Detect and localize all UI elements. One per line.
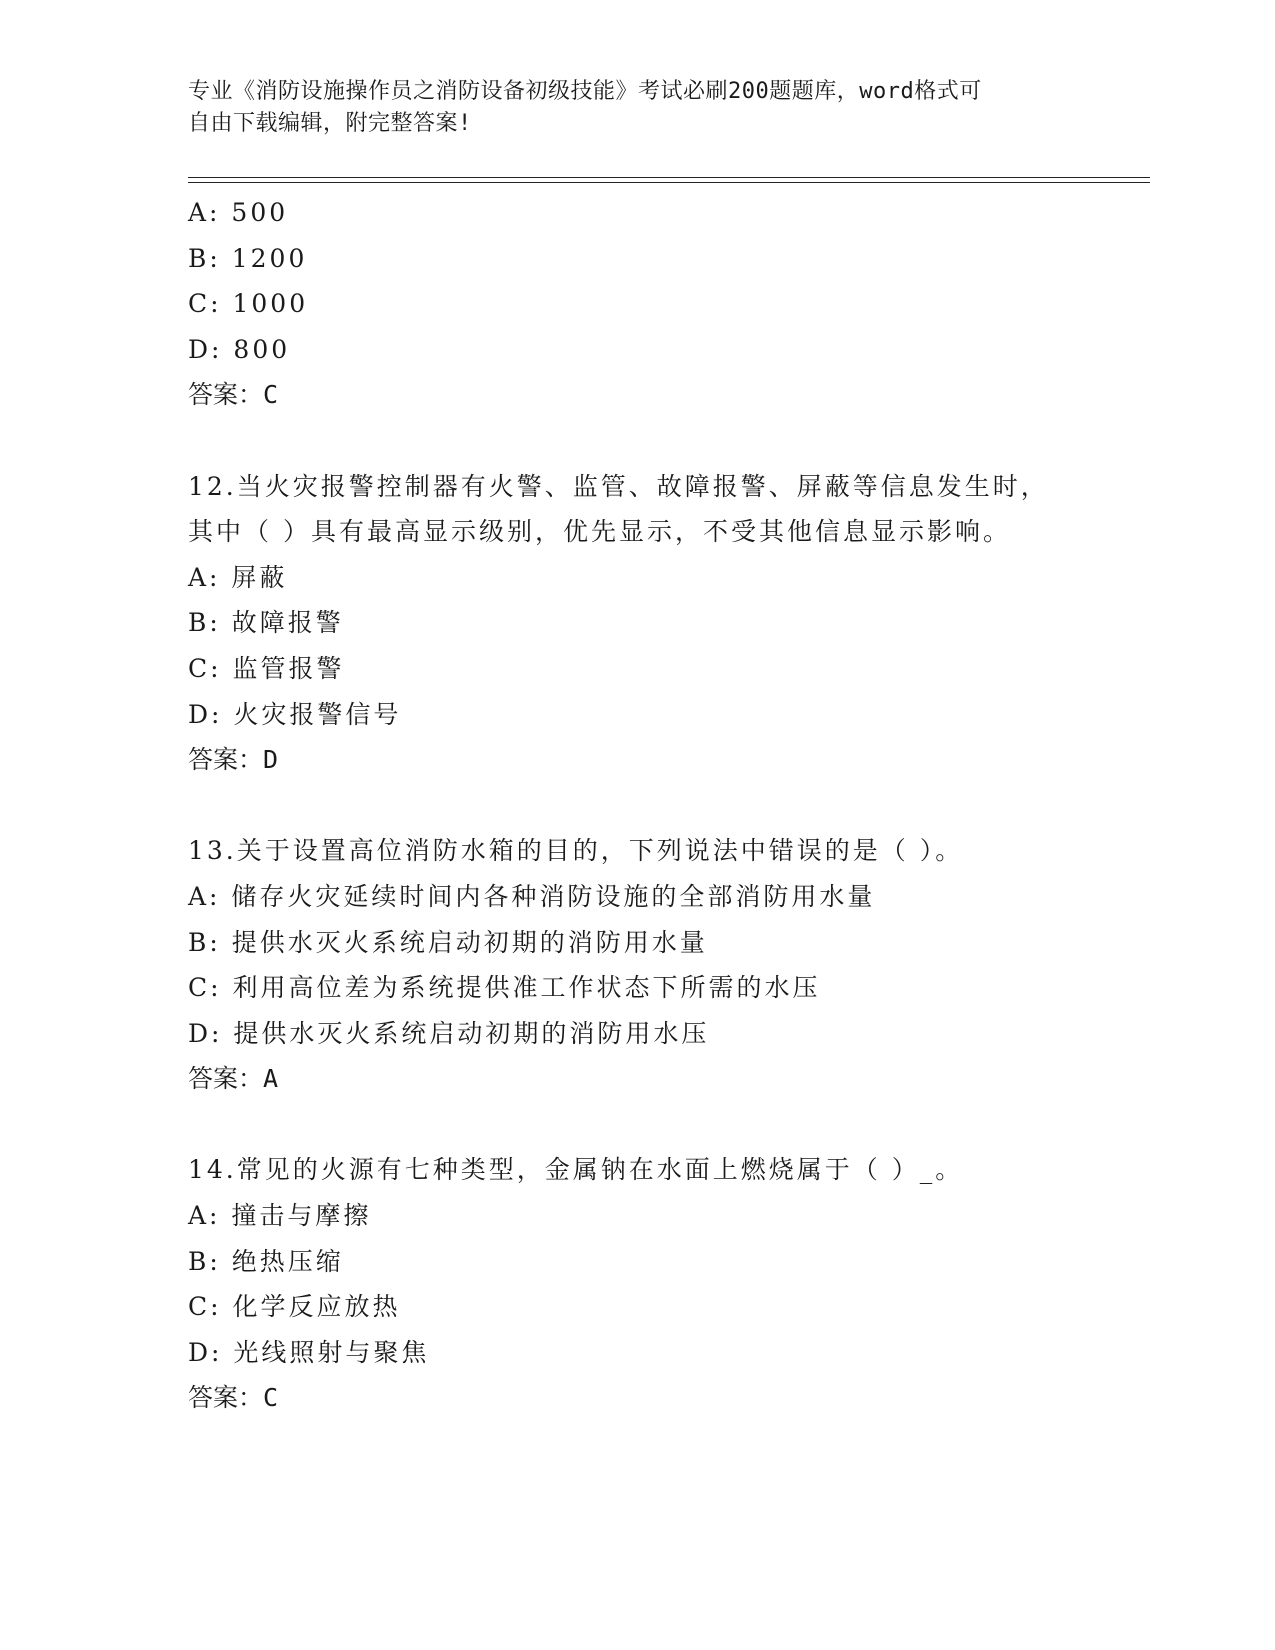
answer-line: 答案：A	[188, 1064, 279, 1094]
option-c: C: 利用高位差为系统提供准工作状态下所需的水压	[188, 973, 821, 1003]
option-d: D: 火灾报警信号	[188, 699, 402, 729]
option-a: A: 储存火灾延续时间内各种消防设施的全部消防用水量	[188, 881, 876, 911]
question-block-13	[188, 828, 1150, 1102]
option-b: B: 1200	[188, 243, 308, 273]
question-stem-line: 13.关于设置高位消防水箱的目的，下列说法中错误的是（ ）。	[188, 836, 964, 866]
question-stem-line: 14.常见的火源有七种类型，金属钠在水面上燃烧属于（ ）_。	[188, 1155, 964, 1185]
option-c: C: 化学反应放热	[188, 1292, 401, 1322]
spacer	[188, 418, 1150, 464]
header-line-2: 自由下载编辑，附完整答案!	[188, 111, 472, 136]
header-line-1: 专业《消防设施操作员之消防设备初级技能》考试必刷200题题库，word格式可	[188, 79, 982, 104]
option-b: B: 故障报警	[188, 608, 344, 638]
question-block-11	[188, 190, 1150, 418]
page-header	[188, 76, 1068, 140]
option-b: B: 绝热压缩	[188, 1246, 344, 1276]
option-c: C: 监管报警	[188, 653, 345, 683]
spacer	[188, 1102, 1150, 1148]
option-a: A: 屏蔽	[188, 562, 288, 592]
answer-line: 答案：D	[188, 745, 279, 775]
header-divider-bottom	[188, 182, 1150, 183]
option-d: D: 800	[188, 334, 291, 364]
option-a: A: 500	[188, 198, 289, 227]
option-c: C: 1000	[188, 289, 309, 319]
question-list	[188, 190, 1150, 1421]
question-stem-line: 其中（ ）具有最高显示级别，优先显示，不受其他信息显示影响。	[188, 517, 1011, 547]
option-d: D: 光线照射与聚焦	[188, 1337, 430, 1367]
option-b: B: 提供水灭火系统启动初期的消防用水量	[188, 927, 708, 957]
question-stem-line: 12.当火灾报警控制器有火警、监管、故障报警、屏蔽等信息发生时，	[188, 471, 1049, 501]
answer-line: 答案：C	[188, 380, 279, 410]
answer-line: 答案：C	[188, 1383, 279, 1413]
option-d: D: 提供水灭火系统启动初期的消防用水压	[188, 1018, 710, 1048]
option-a: A: 撞击与摩擦	[188, 1201, 372, 1231]
question-block-12	[188, 464, 1150, 783]
question-block-14	[188, 1147, 1150, 1421]
header-divider-top	[188, 177, 1150, 178]
spacer	[188, 783, 1150, 829]
